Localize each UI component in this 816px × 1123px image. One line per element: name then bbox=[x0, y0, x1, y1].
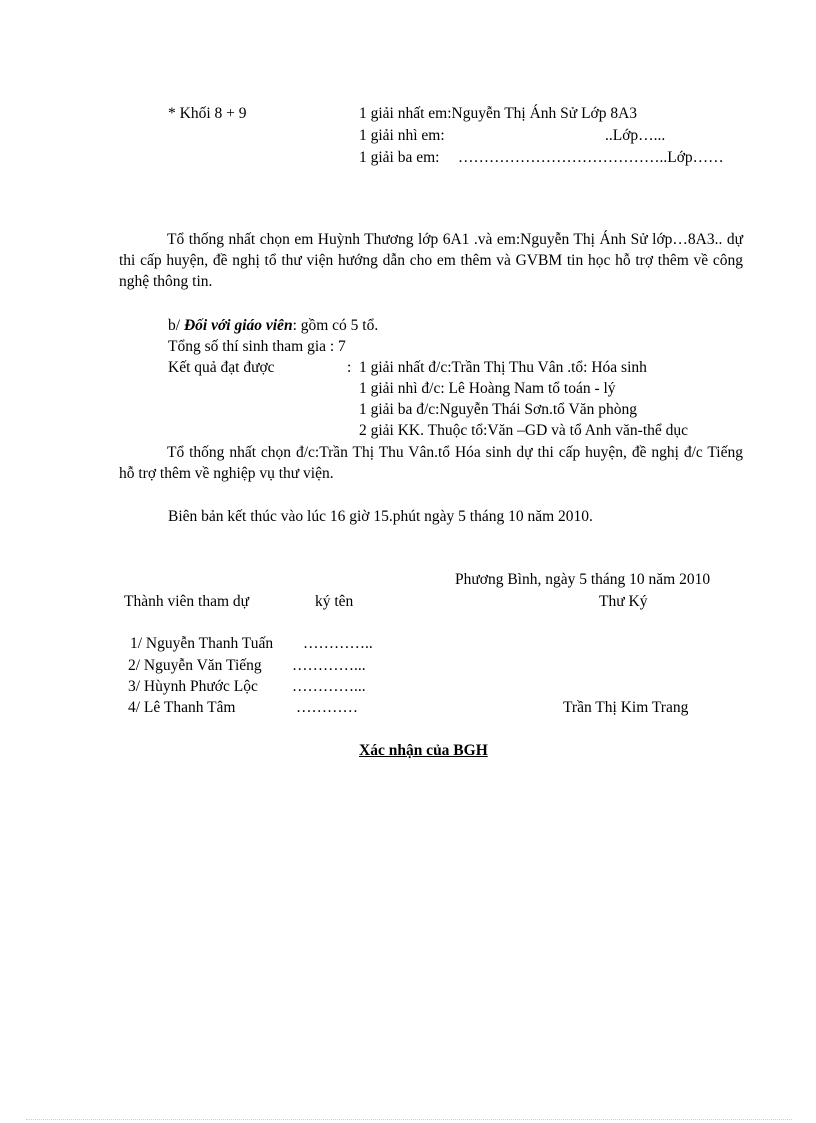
result-item: 2 giải KK. Thuộc tổ:Văn –GD và tổ Anh văn-thể dục bbox=[359, 422, 689, 439]
result-item: 1 giải nhất đ/c:Trần Thị Thu Vân .tổ: Hóa sinh bbox=[359, 359, 647, 376]
teachers-heading-line bbox=[168, 316, 378, 336]
member-name: 1/ Nguyễn Thanh Tuấn bbox=[130, 635, 274, 652]
sign-label: ký tên bbox=[315, 593, 354, 610]
result-item: 1 giải ba đ/c:Nguyễn Thái Sơn.tổ Văn phòng bbox=[359, 401, 637, 418]
secretary-label: Thư Ký bbox=[599, 593, 648, 610]
member-sign-dots: ………… bbox=[296, 699, 358, 716]
result-item: 1 giải nhì đ/c: Lê Hoàng Nam tổ toán - lý bbox=[359, 380, 616, 397]
prize-third-a: 1 giải ba em: bbox=[359, 149, 440, 166]
result-colon: : bbox=[347, 359, 352, 376]
participants-count: Tổng số thí sinh tham gia : 7 bbox=[168, 338, 346, 355]
member-sign-dots: …………... bbox=[292, 678, 366, 695]
teachers-prefix: b/ bbox=[168, 317, 184, 334]
prize-second-a: 1 giải nhì em: bbox=[359, 127, 445, 144]
confirmation-heading: Xác nhận của BGH bbox=[359, 742, 488, 759]
members-label: Thành viên tham dự bbox=[124, 593, 250, 610]
khoi-label: * Khối 8 + 9 bbox=[168, 105, 247, 122]
member-name: 3/ Hùynh Phước Lộc bbox=[128, 678, 258, 695]
student-choice-paragraph: Tổ thống nhất chọn em Huỳnh Thương lớp 6A1 .và em:Nguyễn Thị Ánh Sử lớp…8A3.. dự thi cấp huyện, đề nghị tổ thư viện hướng dẫn cho em thêm và GVBM tin học hỗ trợ thêm về công nghệ thông tin. bbox=[119, 231, 743, 290]
member-name: 2/ Nguyễn Văn Tiếng bbox=[128, 657, 262, 674]
place-date: Phương Bình, ngày 5 tháng 10 năm 2010 bbox=[455, 571, 711, 588]
secretary-name: Trần Thị Kim Trang bbox=[563, 699, 689, 716]
page-bottom-divider bbox=[26, 1119, 792, 1120]
closing-statement: Biên bản kết thúc vào lúc 16 giờ 15.phút ngày 5 tháng 10 năm 2010. bbox=[168, 508, 593, 525]
result-label: Kết quả đạt được bbox=[168, 359, 275, 376]
member-name: 4/ Lê Thanh Tâm bbox=[128, 699, 236, 716]
teacher-choice-paragraph: Tổ thống nhất chọn đ/c:Trần Thị Thu Vân.tổ Hóa sinh dự thi cấp huyện, đề nghị đ/c Tiếng hỗ trợ thêm về nghiệp vụ thư viện. bbox=[119, 444, 743, 482]
prize-first: 1 giải nhất em:Nguyễn Thị Ánh Sử Lớp 8A3 bbox=[359, 105, 638, 122]
teachers-heading-suffix: : gồm có 5 tổ. bbox=[292, 317, 379, 334]
member-sign-dots: …………... bbox=[292, 657, 366, 674]
teachers-heading: Đối với giáo viên bbox=[183, 317, 293, 334]
prize-third-b: …………………………………..Lớp…… bbox=[458, 149, 724, 166]
prize-second-b: ..Lớp…... bbox=[605, 127, 666, 144]
member-sign-dots: ………….. bbox=[303, 635, 373, 652]
